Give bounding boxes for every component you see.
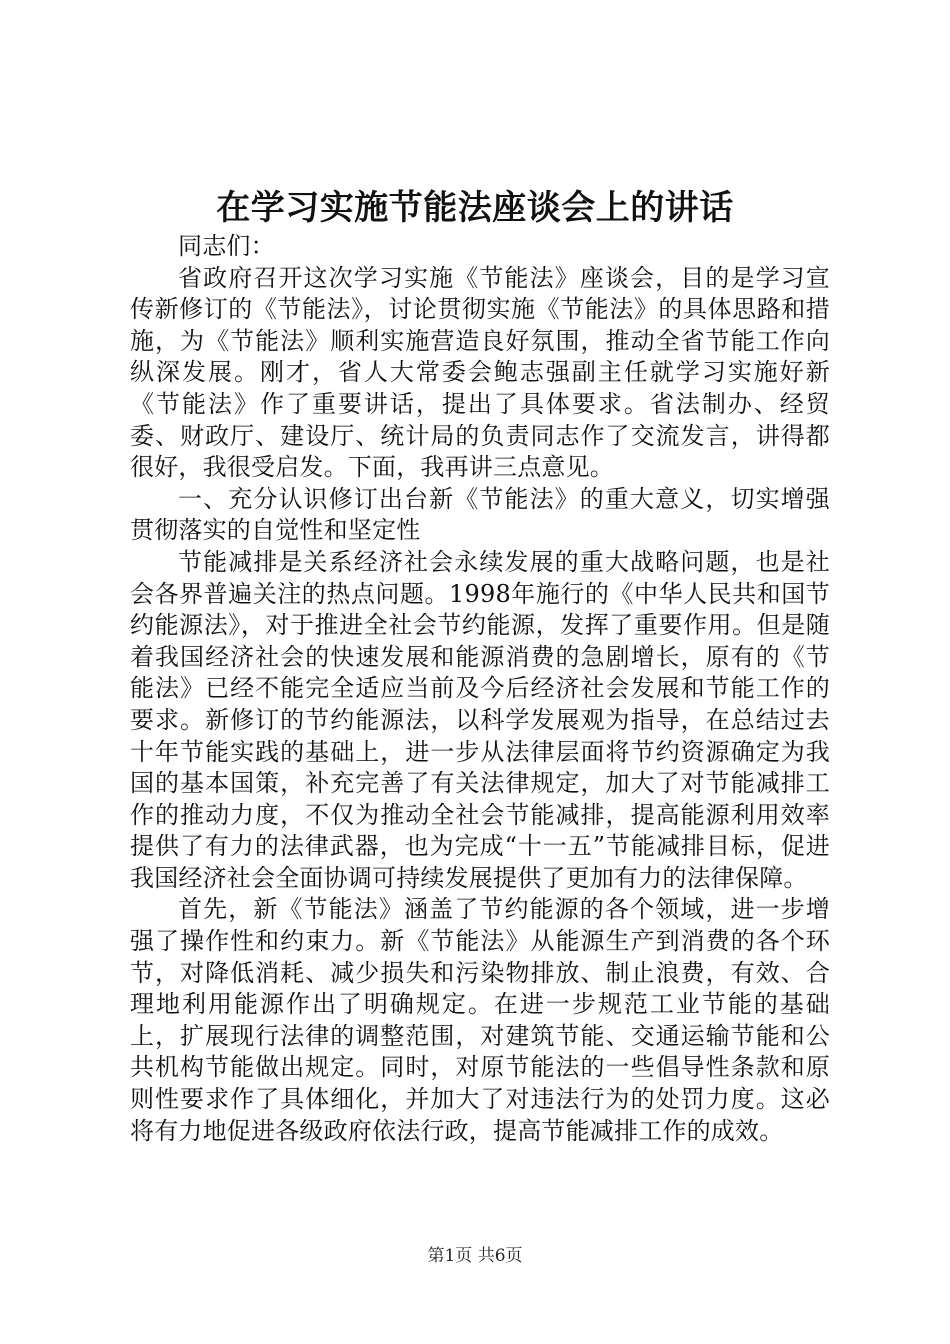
document-title: 在学习实施节能法座谈会上的讲话 <box>216 188 734 228</box>
page-number-label: 第1页 共6页 <box>427 1246 523 1266</box>
intro-paragraph: 省政府召开这次学习实施《节能法》座谈会，目的是学习宣传新修订的《节能法》，讨论贯彻实施《节能法》的具体思路和措施，为《节能法》顺利实施营造良好氛围，推动全省节能工作向纵深发展。刚才，省人大常委会鲍志强副主任就学习实施好新《节能法》作了重要讲话，提出了具体要求。省法制办、经贸委、财政厅、建设厅、统计局的负责同志作了交流发言，讲得都很好，我很受启发。下面，我再讲三点意见。 <box>130 263 830 482</box>
body-paragraph: 首先，新《节能法》涵盖了节约能源的各个领域，进一步增强了操作性和约束力。新《节能法》从能源生产到消费的各个环节，对降低消耗、减少损失和污染物排放、制止浪费，有效、合理地利用能源作出了明确规定。在进一步规范工业节能的基础上，扩展现行法律的调整范围，对建筑节能、交通运输节能和公共机构节能做出规定。同时，对原节能法的一些倡导性条款和原则性要求作了具体细化，并加大了对违法行为的处罚力度。这必将有力地促进各级政府依法行政，提高节能减排工作的成效。 <box>130 895 830 1145</box>
salutation-paragraph: 同志们： <box>178 232 275 260</box>
body-paragraph: 节能减排是关系经济社会永续发展的重大战略问题，也是社会各界普遍关注的热点问题。1998年施行的《中华人民共和国节约能源法》，对于推进全社会节约能源，发挥了重要作用。但是随着我国经济社会的快速发展和能源消费的急剧增长，原有的《节能法》已经不能完全适应当前及今后经济社会发展和节能工作的要求。新修订的节约能源法，以科学发展观为指导，在总结过去十年节能实践的基础上，进一步从法律层面将节约资源确定为我国的基本国策，补充完善了有关法律规定，加大了对节能减排工作的推动力度，不仅为推动全社会节能减排，提高能源利用效率提供了有力的法律武器，也为完成“十一五”节能减排目标，促进我国经济社会全面协调可持续发展提供了更加有力的法律保障。 <box>130 547 830 892</box>
document-body <box>130 231 830 1147</box>
section-heading-paragraph: 一、充分认识修订出台新《节能法》的重大意义，切实增强贯彻落实的自觉性和坚定性 <box>130 484 830 545</box>
page-footer <box>0 1244 950 1268</box>
